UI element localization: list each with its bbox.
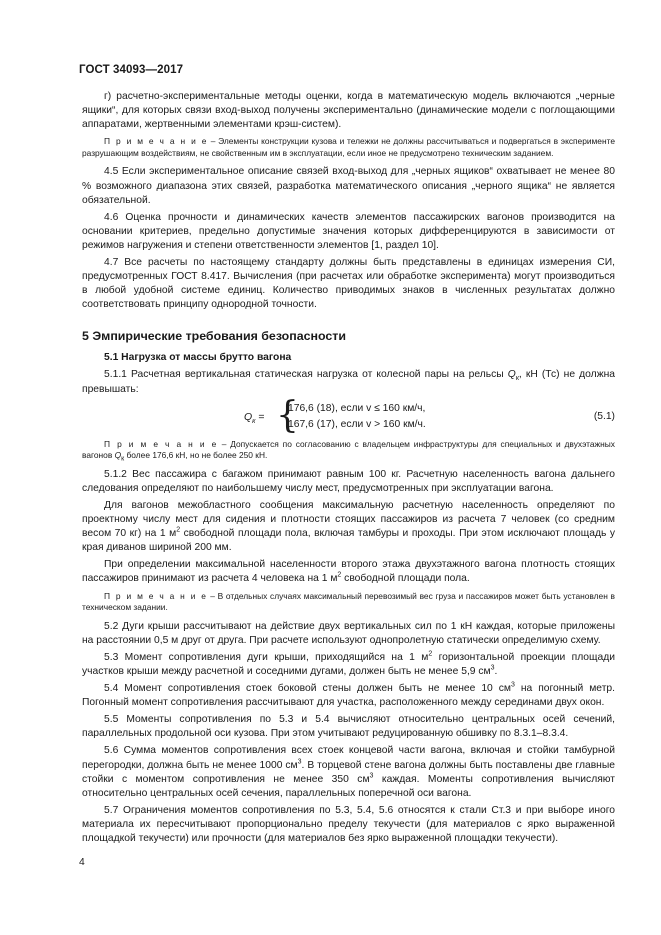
- text-run: на погонный метр. Погонный момент сопротивления рассчитывают для участка, расположенного между серединами двух окон.: [82, 683, 615, 709]
- paragraph-4-6: 4.6 Оценка прочности и динамических качеств элементов пассажирских вагонов производится на основании критериев, предельно допустимые значения которых дифференцируются в зависимости от режимов нагружения и степени ответственности элементов [1, раздел 10].: [82, 211, 615, 251]
- text-run: 5.4 Момент сопротивления стоек боковой стены должен быть не менее 10 см: [104, 683, 511, 695]
- paragraph-5-7: 5.7 Ограничения моментов сопротивления по 5.3, 5.4, 5.6 относятся к стали Ст.3 и при выборе иного материала их пересчитывают пропорционально пределу текучести (для материалов с ярко выраженной площадкой текучести) или прочности (для материалов без ярко выраженной площадки текучести).: [82, 804, 615, 845]
- paragraph-5-2: 5.2 Дуги крыши рассчитывают на действие двух вертикальных сил по 1 кН каждая, которые приложены на расстоянии 0,5 м друг от друга. При расчете используют однопролетную статически определимую схему.: [82, 620, 615, 646]
- formula-case-2: [288, 419, 426, 430]
- text-run: 5.3 Момент сопротивления дуги крыши, приходящийся на 1 м: [104, 651, 429, 663]
- note-label: П р и м е ч а н и е: [104, 438, 218, 449]
- superscript: 3: [490, 664, 495, 672]
- paragraph-interregional: [82, 499, 615, 555]
- section-5-1-heading: 5.1 Нагрузка от массы брутто вагона: [104, 352, 292, 364]
- formula-lhs: [244, 411, 265, 423]
- superscript: 3: [510, 681, 515, 689]
- symbol-q: Q: [507, 369, 516, 381]
- text-run: , кН (Тс) не должна превышать:: [82, 369, 615, 395]
- paragraph-5-4: [82, 682, 615, 710]
- subscript-k: к: [121, 455, 125, 463]
- paragraph-double-deck: [82, 558, 615, 586]
- paragraph-5-1-1: [82, 368, 615, 396]
- formula-equals: =: [255, 410, 265, 423]
- formula-5-1: [82, 394, 615, 436]
- paragraph-5-5: 5.5 Моменты сопротивления по 5.3 и 5.4 вычисляют относительно центральных осей сечений, параллельных продольной оси кузова. При этом учитывают редуцированную обшивку по 8.3.1–8.3.4.: [82, 714, 615, 740]
- superscript: 2: [176, 526, 181, 534]
- case-2-end: .: [422, 418, 426, 430]
- subscript-k: к: [515, 375, 519, 383]
- standard-header: ГОСТ 34093—2017: [79, 64, 184, 76]
- text-run: При определении максимальной населенности второго этажа двухэтажного вагона плотность стоящих пассажиров принимают из расчета 4 человека на 1 м: [82, 559, 615, 585]
- paragraph-5-6: [82, 744, 615, 800]
- formula-case-1: [288, 403, 425, 414]
- note-3: [82, 591, 615, 614]
- case-2-text: 167,6 (17), если v > 160 км/ч: [288, 418, 423, 430]
- section-5-heading: 5 Эмпирические требования безопасности: [82, 329, 346, 344]
- note-label: П р и м е ч а н и е: [104, 590, 208, 601]
- paragraph-5-1-2: 5.1.2 Вес пассажира с багажом принимают равным 100 кг. Расчетную населенность вагона дальнего следования определяют по наибольшему числу мест, предусмотренных при эксплуатации вагона.: [82, 468, 615, 494]
- text-run: свободной площади пола, включая тамбуры и проходы. При этом исключают площадь у края диванов шириной 200 мм.: [82, 528, 615, 554]
- superscript: 3: [297, 758, 302, 766]
- text-run: более 176,6 кН, но не более 250 кН.: [124, 450, 268, 461]
- text-run: 5.1.1 Расчетная вертикальная статическая нагрузка от колесной пары на рельсы: [104, 369, 508, 381]
- text-run: горизонтальной проекции площади участков крыши между расчетной и соседними дугами, должен быть не менее 5,9 см: [82, 651, 615, 677]
- note-2: [82, 439, 615, 462]
- note-1: [82, 136, 615, 159]
- symbol-q: Q: [114, 450, 122, 461]
- note-label: П р и м е ч а н и е: [104, 136, 208, 147]
- superscript: 2: [428, 650, 433, 658]
- formula-q: Q: [244, 410, 253, 423]
- formula-number: (5.1): [593, 410, 615, 422]
- text-run: каждая. Моменты сопротивления вычисляют относительно центральных осей сечения, параллельных поперечной оси вагона.: [82, 773, 615, 799]
- page-content: [82, 90, 615, 849]
- text-run: . В торцевой стене вагона должны быть поставлены две главные стойки с моментом сопротивления не менее 350 см: [82, 759, 615, 785]
- case-1-end: ,: [422, 402, 426, 414]
- note-3-text: – В отдельных случаях максимальный перевозимый вес груза и пассажиров может быть установлен в техническом задании.: [82, 590, 615, 613]
- paragraph-4-5: 4.5 Если экспериментальное описание связей вход-выход для „черных ящиков“ охватывает не менее 80 % возможного диапазона этих связей, разработка математического описания „черного ящика“ не является обязательной.: [82, 166, 615, 206]
- case-1-text: 176,6 (18), если v ≤ 160 км/ч: [288, 402, 423, 414]
- text-run: свободной площади пола.: [341, 573, 470, 585]
- paragraph-g: г) расчетно-экспериментальные методы оценки, когда в математическую модель включаются „черные ящики“, для которых связи вход-выход получены экспериментально (динамические модели с поглощающими аппаратами, жертвенными элементами крэш-систем).: [82, 91, 615, 131]
- page-number: 4: [79, 857, 85, 868]
- superscript: 2: [337, 572, 342, 580]
- superscript: 3: [369, 772, 374, 780]
- note-1-text: – Элементы конструкции кузова и тележки не должны рассчитываться и подвергаться в эксперименте разрушающим воздействиям, не свойственным им в эксплуатации, если иное не предусмотрено техническим заданием.: [82, 136, 615, 158]
- formula-brace: {: [276, 394, 299, 436]
- text-run: 5.6 Сумма моментов сопротивления всех стоек концевой части вагона, включая и стойки тамбурной перегородки, должна быть не менее 1000 см: [82, 745, 615, 771]
- paragraph-5-3: [82, 651, 615, 679]
- text-run: .: [494, 666, 498, 677]
- text-run: Для вагонов межобластного сообщения максимальную расчетную населенность определяют по проектному числу мест для сидения и плотности стоящих пассажиров из расчета 7 человек (со средним весом 70 кг) на 1 м: [82, 499, 615, 540]
- text-run: – Допускается по согласованию с владельцем инфраструктуры для специальных и двухэтажных вагонов: [82, 438, 615, 461]
- paragraph-4-7: 4.7 Все расчеты по настоящему стандарту должны быть представлены в единицах измерения СИ, предусмотренных ГОСТ 8.417. Вычисления (при расчетах или обработке эксперимента) могут производиться в любой удобной системе единиц. Количество приводимых знаков в численных результатах должно соответствовать принципу однородной точности.: [82, 257, 615, 311]
- formula-q-sub: к: [252, 417, 256, 425]
